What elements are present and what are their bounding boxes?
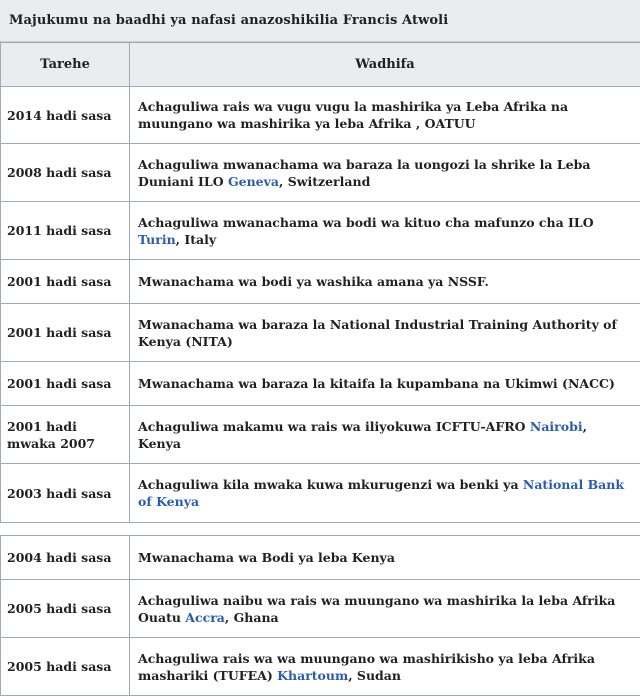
row-role bbox=[130, 304, 640, 362]
table-row bbox=[1, 362, 640, 406]
table-caption: Majukumu na baadhi ya nafasi anazoshikilia Francis Atwoli bbox=[0, 0, 640, 42]
role-text: Mwanachama wa baraza la National Industrial Training Authority of Kenya (NITA) bbox=[138, 317, 617, 349]
row-role bbox=[130, 144, 640, 202]
row-role bbox=[130, 202, 640, 260]
place-link[interactable]: Geneva bbox=[228, 174, 279, 189]
place-link[interactable]: Nairobi bbox=[530, 419, 583, 434]
role-text: Mwanachama wa baraza la kitaifa la kupambana na Ukimwi (NACC) bbox=[138, 376, 615, 391]
table-row bbox=[1, 536, 640, 580]
header-role: Wadhifa bbox=[130, 43, 640, 87]
table-row bbox=[1, 260, 640, 304]
row-date: 2011 hadi sasa bbox=[1, 202, 130, 260]
row-role bbox=[130, 362, 640, 406]
role-text: , Ghana bbox=[225, 610, 279, 625]
role-text: , Switzerland bbox=[279, 174, 370, 189]
place-link[interactable]: Khartoum bbox=[277, 668, 348, 683]
role-text: Achaguliwa naibu wa rais wa muungano wa mashirika la leba Afrika Ouatu bbox=[138, 593, 615, 625]
place-link[interactable]: Turin bbox=[138, 232, 176, 247]
place-link[interactable]: Accra bbox=[185, 610, 225, 625]
role-text: Mwanachama wa Bodi ya leba Kenya bbox=[138, 550, 395, 565]
roles-table bbox=[0, 42, 640, 696]
role-text: , Kenya bbox=[138, 419, 587, 451]
row-role bbox=[130, 536, 640, 580]
row-date: 2005 hadi sasa bbox=[1, 638, 130, 696]
row-date: 2005 hadi sasa bbox=[1, 580, 130, 638]
row-role bbox=[130, 87, 640, 144]
table-row bbox=[1, 580, 640, 638]
table-row bbox=[1, 406, 640, 464]
role-text: , Sudan bbox=[348, 668, 401, 683]
row-date: 2014 hadi sasa bbox=[1, 87, 130, 144]
header-date: Tarehe bbox=[1, 43, 130, 87]
row-date: 2001 hadi sasa bbox=[1, 304, 130, 362]
row-date: 2004 hadi sasa bbox=[1, 536, 130, 580]
role-text: , Italy bbox=[176, 232, 216, 247]
row-date: 2001 hadi sasa bbox=[1, 260, 130, 304]
role-text: Achaguliwa rais wa wa muungano wa mashirikisho ya leba Afrika mashariki (TUFEA) bbox=[138, 651, 595, 683]
row-date: 2001 hadi mwaka 2007 bbox=[1, 406, 130, 464]
role-text: Achaguliwa rais wa vugu vugu la mashirika ya Leba Afrika na muungano wa mashirika ya leba Afrika , OATUU bbox=[138, 99, 568, 131]
row-spacer bbox=[1, 523, 640, 536]
row-date: 2003 hadi sasa bbox=[1, 464, 130, 523]
spacer-cell bbox=[1, 523, 640, 536]
row-role bbox=[130, 638, 640, 696]
row-date: 2001 hadi sasa bbox=[1, 362, 130, 406]
table-body bbox=[1, 87, 640, 696]
role-text: Mwanachama wa bodi ya washika amana ya NSSF. bbox=[138, 274, 489, 289]
table-row bbox=[1, 144, 640, 202]
place-link[interactable]: National Bank of Kenya bbox=[138, 477, 624, 509]
row-role bbox=[130, 464, 640, 523]
row-role bbox=[130, 580, 640, 638]
role-text: Achaguliwa mwanachama wa baraza la uongozi la shrike la Leba Duniani ILO bbox=[138, 157, 590, 189]
row-role bbox=[130, 406, 640, 464]
table-row bbox=[1, 304, 640, 362]
table-row bbox=[1, 202, 640, 260]
row-date: 2008 hadi sasa bbox=[1, 144, 130, 202]
role-text: Achaguliwa mwanachama wa bodi wa kituo cha mafunzo cha ILO bbox=[138, 215, 594, 230]
table-row bbox=[1, 638, 640, 696]
row-role bbox=[130, 260, 640, 304]
header-row bbox=[1, 43, 640, 87]
role-text: Achaguliwa makamu wa rais wa iliyokuwa ICFTU-AFRO bbox=[138, 419, 530, 434]
role-text: Achaguliwa kila mwaka kuwa mkurugenzi wa benki ya bbox=[138, 477, 523, 492]
table-row bbox=[1, 87, 640, 144]
table-row bbox=[1, 464, 640, 523]
